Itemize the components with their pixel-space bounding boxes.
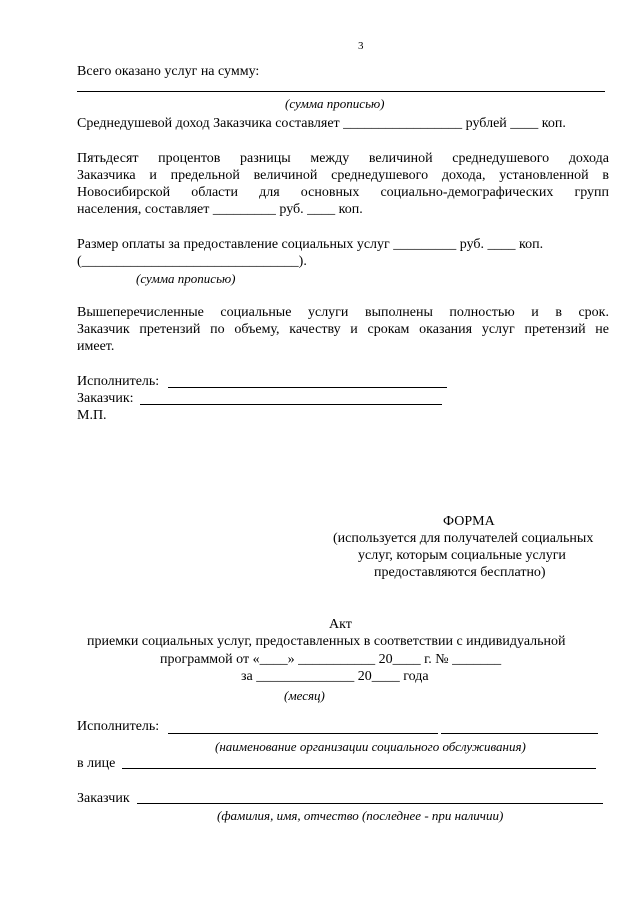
seal-label: М.П.	[77, 408, 107, 423]
customer2-label: Заказчик	[77, 791, 130, 806]
services-done-paragraph	[77, 304, 609, 355]
act-subtitle-line-2: программой от «____» ___________ 20____ г. № _______	[160, 652, 502, 667]
services-done-line-1: Вышеперечисленные социальные услуги выполнены полностью и в срок.	[77, 305, 609, 320]
act-subtitle-line-3: за ______________ 20____ года	[241, 669, 429, 684]
form-note-line-3: предоставляются бесплатно)	[374, 565, 546, 580]
payment-paren-line: (_______________________________).	[77, 254, 307, 269]
sum-in-words-caption: (сумма прописью)	[285, 96, 385, 111]
executor2-org-line-2	[441, 733, 598, 734]
act-subtitle-line-1: приемки социальных услуг, предоставленных в соответствии с индивидуальной	[87, 634, 566, 649]
executor-signature-line	[168, 387, 447, 388]
form-title: ФОРМА	[443, 514, 495, 529]
fio-caption: (фамилия, имя, отчество (последнее - при наличии)	[217, 808, 504, 823]
customer-signature-line	[140, 404, 442, 405]
form-note-line-1: (используется для получателей социальных	[333, 531, 594, 546]
page-number: 3	[358, 40, 364, 52]
executor-label: Исполнитель:	[77, 374, 160, 389]
fifty-percent-line-2: Заказчика и предельной величиной среднедушевого дохода, установленной в	[77, 168, 609, 183]
services-done-line-2: Заказчик претензий по объему, качеству и срокам оказания услуг претензий не	[77, 322, 609, 337]
fifty-percent-paragraph	[77, 150, 609, 218]
in-person-label: в лице	[77, 756, 116, 771]
org-caption: (наименование организации социального обслуживания)	[215, 739, 526, 754]
customer-label: Заказчик:	[77, 391, 134, 406]
payment-words-caption: (сумма прописью)	[136, 271, 236, 286]
act-title: Акт	[329, 617, 352, 632]
fifty-percent-line-3: Новосибирской области для основных социально-демографических групп	[77, 185, 609, 200]
executor2-label: Исполнитель:	[77, 719, 160, 734]
total-services-line	[77, 91, 605, 92]
month-caption: (месяц)	[284, 688, 325, 703]
avg-income-line: Среднедушевой доход Заказчика составляет _________________ рублей ____ коп.	[77, 116, 566, 131]
fifty-percent-line-1: Пятьдесят процентов разницы между величиной среднедушевого дохода	[77, 151, 609, 166]
in-person-line	[122, 768, 596, 769]
total-services-label: Всего оказано услуг на сумму:	[77, 64, 260, 79]
fifty-percent-line-4: населения, составляет _________ руб. ____ коп.	[77, 202, 363, 217]
services-done-line-3: имеет.	[77, 339, 115, 354]
executor2-org-line	[168, 733, 438, 734]
form-note-line-2: услуг, которым социальные услуги	[358, 548, 566, 563]
customer2-line	[137, 803, 603, 804]
payment-line: Размер оплаты за предоставление социальных услуг _________ руб. ____ коп.	[77, 237, 544, 252]
